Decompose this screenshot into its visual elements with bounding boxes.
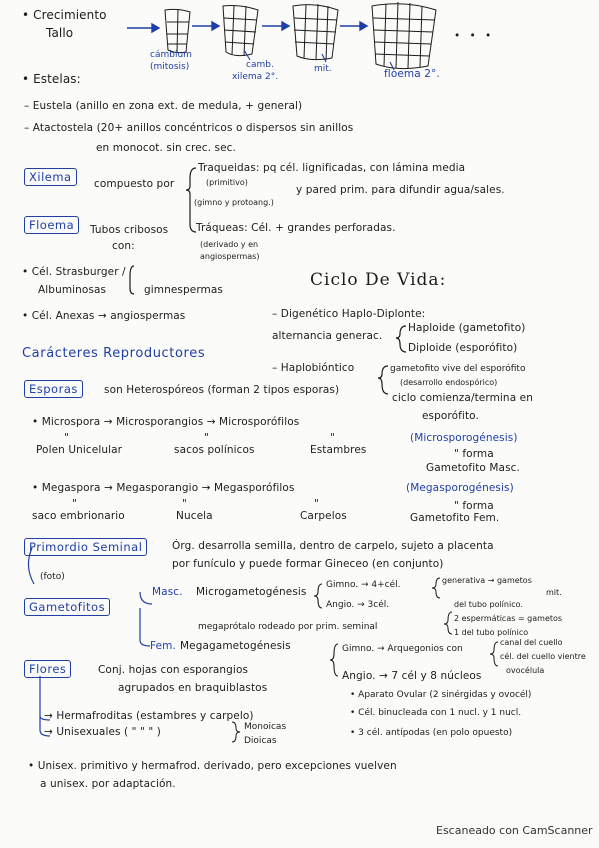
floema-box: Floema — [24, 216, 79, 234]
gametofito-masc: Gametofito Masc. — [426, 462, 520, 474]
ciclo-title: Ciclo De Vida: — [310, 270, 447, 290]
stage-xilema: xilema 2°. — [232, 72, 279, 82]
cel-strasburger: • Cél. Strasburger / — [22, 266, 126, 278]
polen: Polen Unicelular — [36, 444, 123, 456]
haploide: Haploide (gametofito) — [408, 322, 526, 334]
canal-cuello: canal del cuello — [500, 638, 563, 647]
microspora-ditto-1: " — [64, 432, 69, 444]
microspora-ditto-3: " — [330, 432, 335, 444]
microsporogenesis: (Microsporogénesis) — [410, 432, 518, 444]
traqueidas-line: Traqueidas: pq cél. lignificadas, con lámina media — [198, 162, 466, 174]
nucela: Nucela — [176, 510, 213, 522]
growth-ellipsis: • • • — [454, 30, 495, 42]
primordio-text-2: por funículo y puede formar Gineceo (en conjunto) — [172, 558, 444, 570]
traqueas-derivado: (derivado y en — [200, 240, 259, 249]
micro-forma: " forma — [454, 448, 494, 460]
hermafroditas: → Hermafroditas (estambres y carpelo) — [44, 710, 254, 722]
primordio-box: Primordio Seminal — [24, 538, 147, 556]
megaprotalo: megaprótalo rodeado por prim. seminal — [198, 622, 378, 632]
microspora-ditto-2: " — [204, 432, 209, 444]
gametofito-vive: gametofito vive del esporófito — [390, 364, 526, 374]
cel-anexas: • Cél. Anexas → angiospermas — [22, 310, 186, 322]
desarrollo-endosporico: (desarrollo endospórico) — [400, 378, 498, 387]
estambres: Estambres — [310, 444, 367, 456]
sacos-polinicos: sacos polínicos — [174, 444, 255, 456]
growth-title: • Crecimiento — [22, 8, 107, 22]
esporas-box: Esporas — [24, 380, 83, 398]
gametofitos-box: Gametofitos — [24, 598, 110, 616]
carpelos: Carpelos — [300, 510, 347, 522]
growth-subtitle: Tallo — [46, 26, 74, 40]
scanner-footer: Escaneado con CamScanner — [436, 824, 593, 837]
angio-fem: Angio. → 7 cél y 8 núcleos — [342, 670, 482, 682]
flores-text-2: agrupados en braquiblastos — [118, 682, 268, 694]
unisexuales: → Unisexuales ( " " " ) — [44, 726, 161, 738]
primordio-text-1: Órg. desarrolla semilla, dentro de carpelo, sujeto a placenta — [172, 540, 494, 552]
angio-masc: Angio. → 3cél. — [326, 600, 390, 610]
gimno-fem: Gimno. → Arquegonios con — [342, 644, 463, 654]
mega-ditto-1: " — [72, 498, 77, 510]
tubo-polinico: del tubo polínico. — [454, 600, 523, 609]
megaspora-line: • Megaspora → Megasporangio → Megasporófilos — [32, 482, 295, 494]
stem-sketch-1 — [165, 9, 190, 53]
gimnospermas: gimnespermas — [144, 284, 223, 296]
dioicas: Dioicas — [244, 736, 277, 746]
flores-box: Flores — [24, 660, 71, 678]
gam-fem: Fem. — [150, 640, 176, 652]
ciclo-comienza: ciclo comienza/termina en — [392, 392, 533, 404]
diploide: Diploide (esporófito) — [408, 342, 518, 354]
gametofito-fem: Gametofito Fem. — [410, 512, 500, 524]
microspora-line: • Microspora → Microsporangios → Microsporófilos — [32, 416, 300, 428]
estelas-title: • Estelas: — [22, 72, 81, 86]
atactostela-line: – Atactostela (20+ anillos concéntricos o dispersos sin anillos — [24, 122, 354, 134]
stage-camb: camb. — [246, 60, 274, 70]
alternancia: alternancia generac. — [272, 330, 383, 342]
aparato-ovular: • Aparato Ovular (2 sinérgidas y ovocél) — [350, 690, 532, 700]
stage-cambium: cámbium — [150, 50, 192, 60]
stage-mit: mit. — [314, 64, 332, 74]
eustela-line: – Eustela (anillo en zona ext. de medula, + general) — [24, 100, 303, 112]
albuminosas: Albuminosas — [38, 284, 107, 296]
atactostela-line-2: en monocot. sin crec. sec. — [96, 142, 236, 154]
stage-cambium-mitosis: (mitosis) — [150, 62, 190, 72]
cel-antipodas: • 3 cél. antípodas (en polo opuesto) — [350, 728, 513, 738]
flores-text-1: Conj. hojas con esporangios — [98, 664, 249, 676]
stem-sketch-3 — [293, 4, 338, 60]
xilema-compuesto: compuesto por — [94, 178, 175, 190]
saco-embrionario: saco embrionario — [32, 510, 125, 522]
traqueas-line: Tráqueas: Cél. + grandes perforadas. — [196, 222, 396, 234]
unisex-line-2: a unisex. por adaptación. — [40, 778, 176, 790]
mega-ditto-3: " — [314, 498, 319, 510]
haplobiontico: – Haplobióntico — [272, 362, 355, 374]
traqueidas-gimno: (gimno y protoang.) — [194, 198, 274, 207]
traqueas-angio: angiospermas) — [200, 252, 260, 261]
stem-sketch-2 — [223, 6, 258, 57]
espermaticas: 2 espermáticas = gametos — [454, 614, 563, 623]
stage-floema: floema 2°. — [384, 68, 440, 80]
stem-sketch-4 — [372, 2, 436, 69]
unisex-line-1: • Unisex. primitivo y hermafrod. derivado, pero excepciones vuelven — [28, 760, 397, 772]
megasporogenesis: (Megasporogénesis) — [406, 482, 514, 494]
traqueidas-primitivo: (primitivo) — [206, 178, 248, 187]
megagametogenesis: Megagametogénesis — [180, 640, 291, 652]
esporofito: esporófito. — [422, 410, 479, 422]
traqueidas-pared: y pared prim. para difundir agua/sales. — [296, 184, 505, 196]
generativa: generativa → gametos — [442, 576, 532, 585]
cel-binucleada: • Cél. binucleada con 1 nucl. y 1 nucl. — [350, 708, 522, 718]
ovocelula: ovocélula — [506, 666, 545, 675]
gimno-masc: Gimno. → 4+cél. — [326, 580, 401, 590]
mega-forma: " forma — [454, 500, 494, 512]
floema-con: con: — [112, 240, 135, 252]
digenetico: – Digenético Haplo-Diplonte: — [272, 308, 426, 320]
primordio-foto: (foto) — [40, 572, 65, 582]
reproductores-title: Carácteres Reproductores — [22, 346, 206, 361]
cel-vientre: cél. del cuello vientre — [500, 652, 586, 661]
generativa-mit: mit. — [546, 588, 562, 597]
gam-masc: Masc. — [152, 586, 183, 598]
monoicas: Monoicas — [244, 722, 287, 732]
microgametogenesis: Microgametogénesis — [196, 586, 307, 598]
heterosporeos: son Heterospóreos (forman 2 tipos esporas) — [104, 384, 340, 396]
xilema-box: Xilema — [24, 168, 77, 186]
floema-tubos: Tubos cribosos — [90, 224, 169, 236]
mega-ditto-2: " — [182, 498, 187, 510]
tubo-polinico-2: 1 del tubo polínico — [454, 628, 529, 637]
